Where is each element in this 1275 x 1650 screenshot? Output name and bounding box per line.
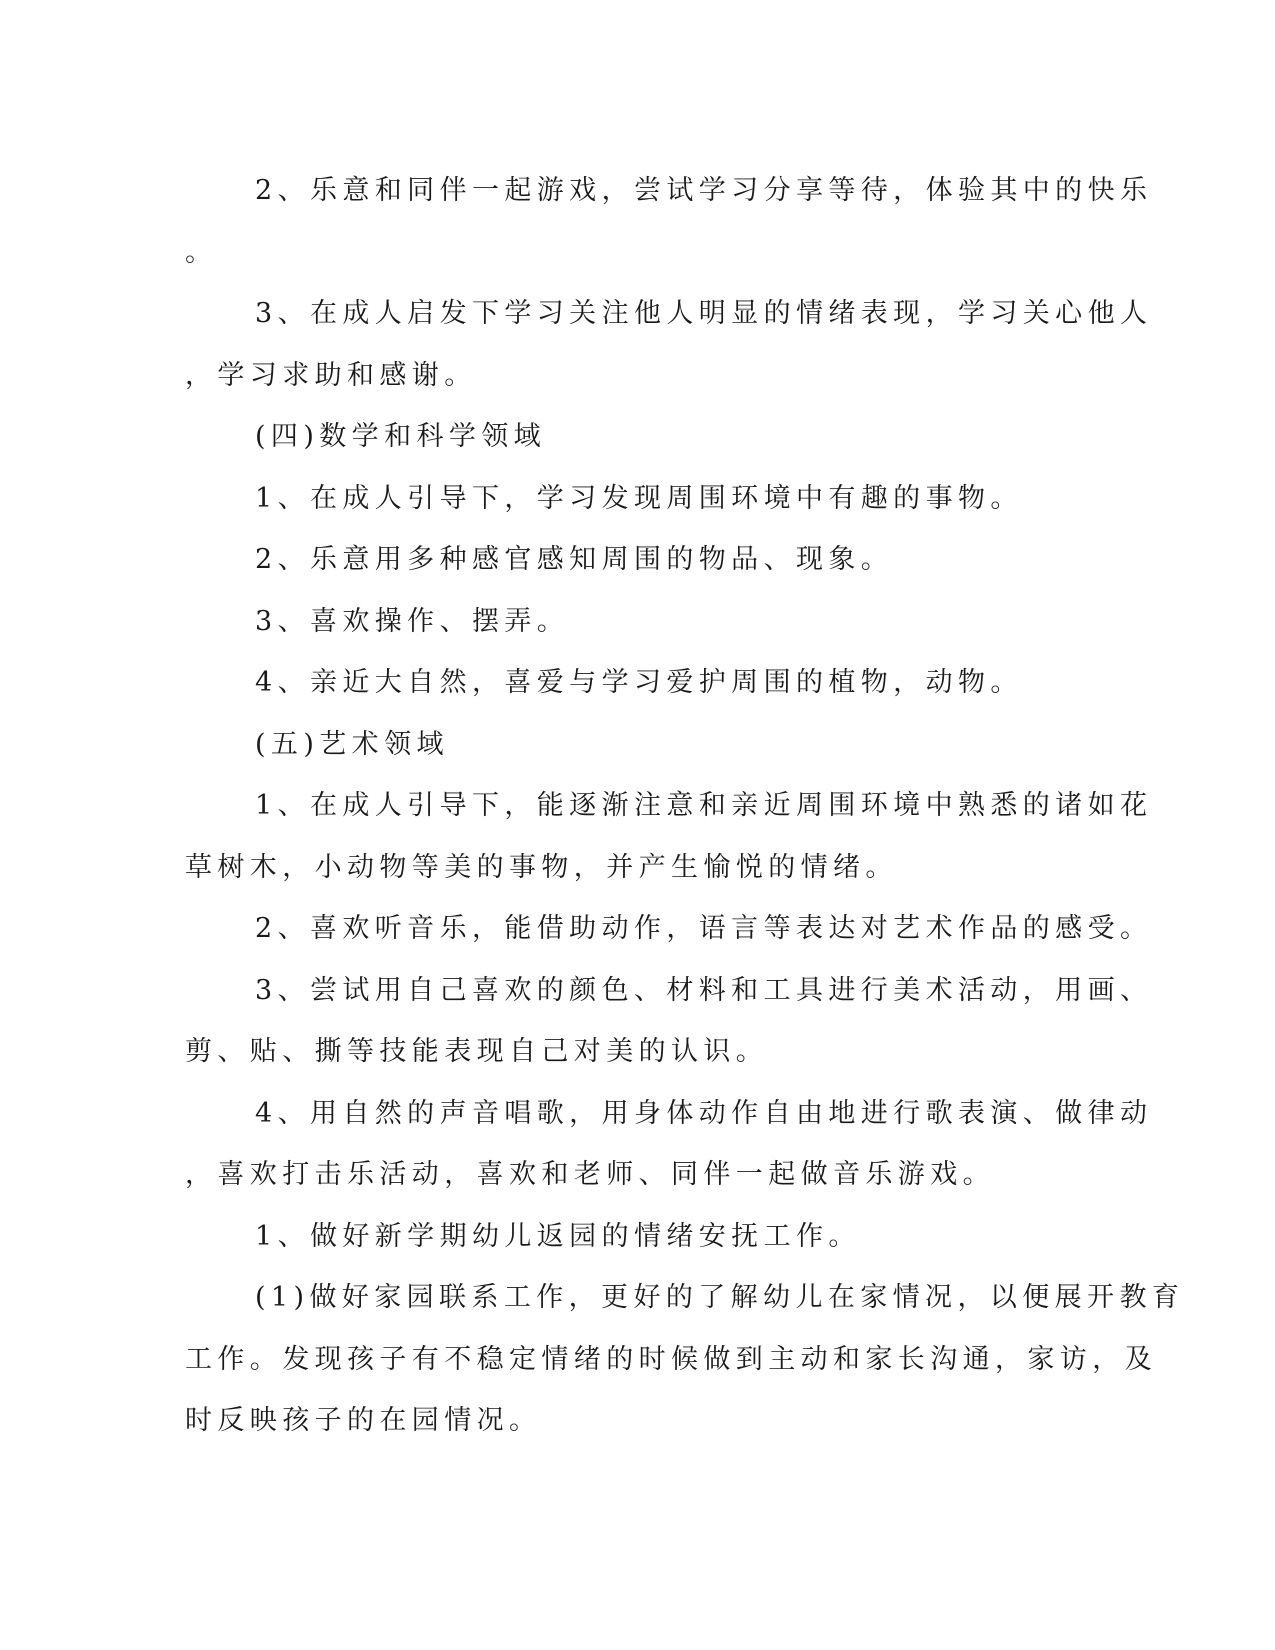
paragraph-social-2 — [185, 160, 1153, 283]
paragraph-art-4 — [185, 1083, 1153, 1206]
text-line: 2、乐意和同伴一起游戏，尝试学习分享等待，体验其中的快乐 — [255, 175, 1153, 206]
text-line: 时反映孩子的在园情况。 — [185, 1405, 542, 1436]
document-body — [185, 160, 1185, 1452]
text-line: (四)数学和科学领域 — [255, 421, 547, 452]
paragraph-art-1 — [185, 775, 1153, 898]
paragraph-work-1-sub-1 — [185, 1267, 1185, 1452]
text-line: 3、在成人启发下学习关注他人明显的情绪表现，学习关心他人 — [255, 298, 1153, 329]
text-line: (1)做好家园联系工作，更好的了解幼儿在家情况，以便展开教育 — [255, 1282, 1185, 1313]
text-line: 2、乐意用多种感官感知周围的物品、现象。 — [255, 544, 894, 575]
text-line: 1、在成人引导下，学习发现周围环境中有趣的事物。 — [255, 482, 1023, 514]
paragraph-work-1 — [185, 1206, 1070, 1268]
text-line: 1、做好新学期幼儿返园的情绪安抚工作。 — [255, 1220, 861, 1252]
section-heading-art — [185, 714, 1070, 776]
text-line: 4、亲近大自然，喜爱与学习爱护周围的植物，动物。 — [255, 667, 1023, 698]
paragraph-art-2 — [185, 898, 1153, 960]
text-line: 草树木，小动物等美的事物，并产生愉悦的情绪。 — [185, 851, 898, 883]
text-line: 工作。发现孩子有不稳定情绪的时候做到主动和家长沟通，家访，及 — [185, 1343, 1157, 1375]
text-line: 。 — [185, 236, 218, 268]
text-line: ，学习求助和感谢。 — [185, 359, 477, 391]
text-line: 3、尝试用自己喜欢的颜色、材料和工具进行美术活动，用画、 — [255, 974, 1153, 1006]
text-line: 2、喜欢听音乐，能借助动作，语言等表达对艺术作品的感受。 — [255, 913, 1153, 944]
paragraph-math-1 — [185, 468, 1070, 530]
text-line: 4、用自然的声音唱歌，用身体动作自由地进行歌表演、做律动 — [255, 1097, 1153, 1129]
paragraph-art-3 — [185, 960, 1153, 1083]
paragraph-math-4 — [185, 652, 1070, 714]
text-line: 剪、贴、撕等技能表现自己对美的认识。 — [185, 1036, 769, 1067]
paragraph-math-3 — [185, 591, 1070, 653]
text-line: 3、喜欢操作、摆弄。 — [255, 605, 570, 637]
text-line: (五)艺术领域 — [255, 728, 449, 760]
section-heading-math-science — [185, 406, 1070, 468]
paragraph-math-2 — [185, 529, 1070, 591]
text-line: 1、在成人引导下，能逐渐注意和亲近周围环境中熟悉的诸如花 — [255, 790, 1153, 821]
paragraph-social-3 — [185, 283, 1153, 406]
text-line: ，喜欢打击乐活动，喜欢和老师、同伴一起做音乐游戏。 — [185, 1159, 995, 1190]
